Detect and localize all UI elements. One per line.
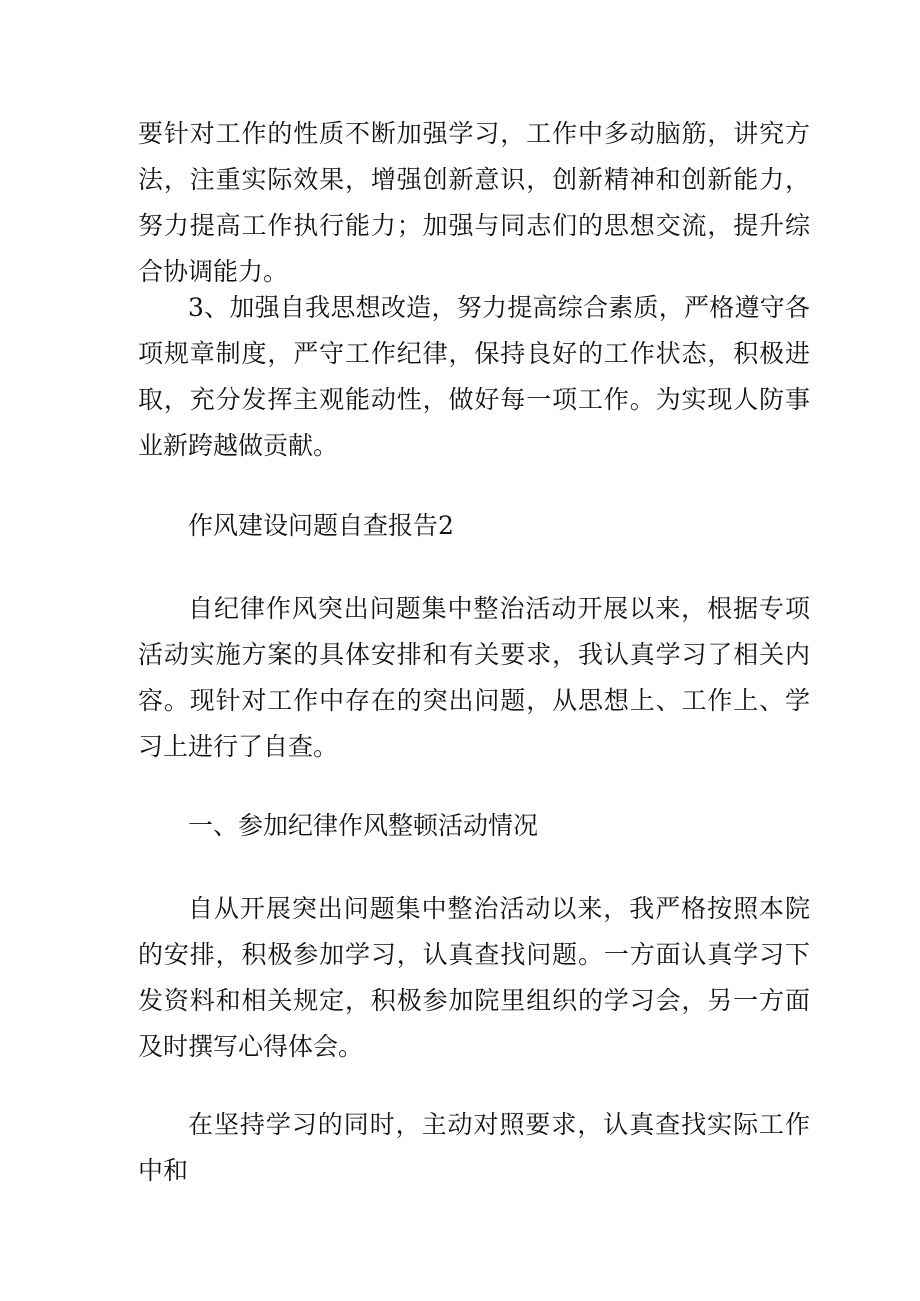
paragraph-self-check: 在坚持学习的同时，主动对照要求，认真查找实际工作中和 <box>138 1110 810 1185</box>
section-heading-1: 一、参加纪律作风整顿活动情况 <box>188 811 539 840</box>
section-title: 作风建设问题自查报告2 <box>188 511 454 540</box>
paragraph-item-3: 3、加强自我思想改造，努力提高综合素质，严格遵守各项规章制度，严守工作纪律，保持良好的工作状态，积极进取，充分发挥主观能动性，做好每一项工作。为实现人防事业新跨越做贡献。 <box>138 293 810 460</box>
paragraph-activity: 自从开展突出问题集中整治活动以来，我严格按照本院的安排，积极参加学习，认真查找问题。一方面认真学习下发资料和相关规定，积极参加院里组织的学习会，另一方面及时撰写心得体会。 <box>138 894 810 1061</box>
paragraph-intro: 自纪律作风突出问题集中整治活动开展以来，根据专项活动实施方案的具体安排和有关要求，我认真学习了相关内容。现针对工作中存在的突出问题，从思想上、工作上、学习上进行了自查。 <box>138 594 810 761</box>
paragraph-continuation: 要针对工作的性质不断加强学习，工作中多动脑筋，讲究方法，注重实际效果，增强创新意识，创新精神和创新能力，努力提高工作执行能力；加强与同志们的思想交流，提升综合协调能力。 <box>138 119 810 286</box>
